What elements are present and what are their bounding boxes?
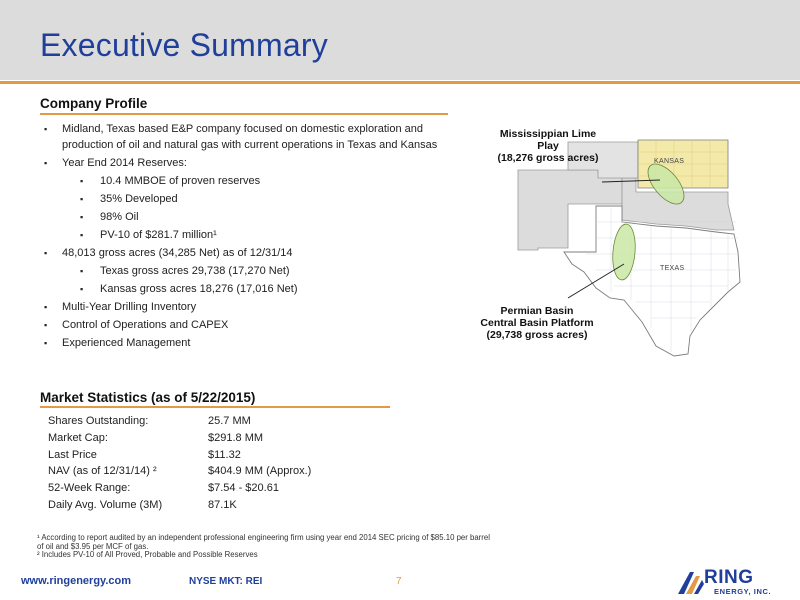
stats-value: 87.1K <box>208 498 237 511</box>
sub-bullet-item: ▪ 10.4 MMBOE of proven reserves <box>40 173 440 189</box>
mississippian-play-label <box>478 128 618 164</box>
sub-bullet-item: ▪ 35% Developed <box>40 191 440 207</box>
page-title: Executive Summary <box>40 27 328 63</box>
footnote-2: ² Includes PV-10 of All Proved, Probable and Possible Reserves <box>37 550 258 560</box>
stats-label: Market Cap: <box>48 431 108 444</box>
stats-value: $404.9 MM (Approx.) <box>208 465 312 478</box>
bullet-item: ▪ Experienced Management <box>40 335 440 351</box>
stats-value: $291.8 MM <box>208 431 264 444</box>
stats-row <box>48 413 311 430</box>
footnote-1: ¹ According to report audited by an independent professional engineering firm using year end 2014 SEC pricing of $85.10 per barrel of oil and $3.95 per MCF of gas. <box>37 533 490 551</box>
logo-wordmark: RING <box>704 567 754 588</box>
stats-row <box>48 480 311 497</box>
mississippian-label-line: Play <box>537 140 559 152</box>
bullet-item: ▪ 48,013 gross acres (34,285 Net) as of 12/31/14 <box>40 245 440 261</box>
bullet-item: ▪ Midland, Texas based E&P company focused on domestic exploration and production of oil and natural gas with current operations in Texas and Kansas <box>40 121 440 153</box>
permian-basin-label <box>462 305 612 341</box>
sub-bullet-item: ▪ Texas gross acres 29,738 (17,270 Net) <box>40 263 440 279</box>
kansas-label: KANSAS <box>654 158 685 165</box>
company-profile-heading: Company Profile <box>40 96 148 111</box>
stats-row <box>48 463 311 480</box>
bullet-item: ▪ Multi-Year Drilling Inventory <box>40 299 440 315</box>
bullet-item: ▪ Year End 2014 Reserves: <box>40 155 440 171</box>
stats-label: Daily Avg. Volume (3M) <box>48 498 163 511</box>
stats-value: $11.32 <box>208 448 241 461</box>
logo-subtitle: ENERGY, INC. <box>714 587 772 596</box>
sub-bullet-item: ▪ 98% Oil <box>40 209 440 225</box>
company-profile-list <box>40 121 440 353</box>
permian-label-line: (29,738 gross acres) <box>486 329 588 341</box>
ticker-symbol: NYSE MKT: REI <box>189 576 263 587</box>
permian-label-line: Central Basin Platform <box>480 317 594 329</box>
company-profile-rule <box>40 113 448 115</box>
mississippian-label-line: Mississippian Lime <box>499 128 597 140</box>
footnotes <box>37 534 497 560</box>
sub-bullet-item: ▪ PV-10 of $281.7 million¹ <box>40 227 440 243</box>
stats-label: Shares Outstanding: <box>48 415 149 427</box>
texas-label: TEXAS <box>660 265 685 272</box>
stats-label: 52-Week Range: <box>48 482 131 495</box>
permian-label-line: Permian Basin <box>500 305 574 317</box>
stats-label: Last Price <box>48 448 97 461</box>
market-stats-table <box>48 413 311 514</box>
stats-label: NAV (as of 12/31/14) ² <box>48 465 157 478</box>
stats-value: $7.54 - $20.61 <box>208 482 279 495</box>
website-link[interactable]: www.ringenergy.com <box>21 575 132 587</box>
stats-row <box>48 430 311 447</box>
mississippian-label-line: (18,276 gross acres) <box>497 152 599 164</box>
market-stats-heading: Market Statistics (as of 5/22/2015) <box>40 390 256 405</box>
market-stats-rule <box>40 406 390 408</box>
stats-row <box>48 497 311 514</box>
stats-value: 25.7 MM <box>208 415 251 427</box>
bullet-item: ▪ Control of Operations and CAPEX <box>40 317 440 333</box>
stats-row <box>48 447 311 464</box>
page-number: 7 <box>396 576 402 587</box>
sub-bullet-item: ▪ Kansas gross acres 18,276 (17,016 Net) <box>40 281 440 297</box>
title-divider <box>0 81 800 84</box>
